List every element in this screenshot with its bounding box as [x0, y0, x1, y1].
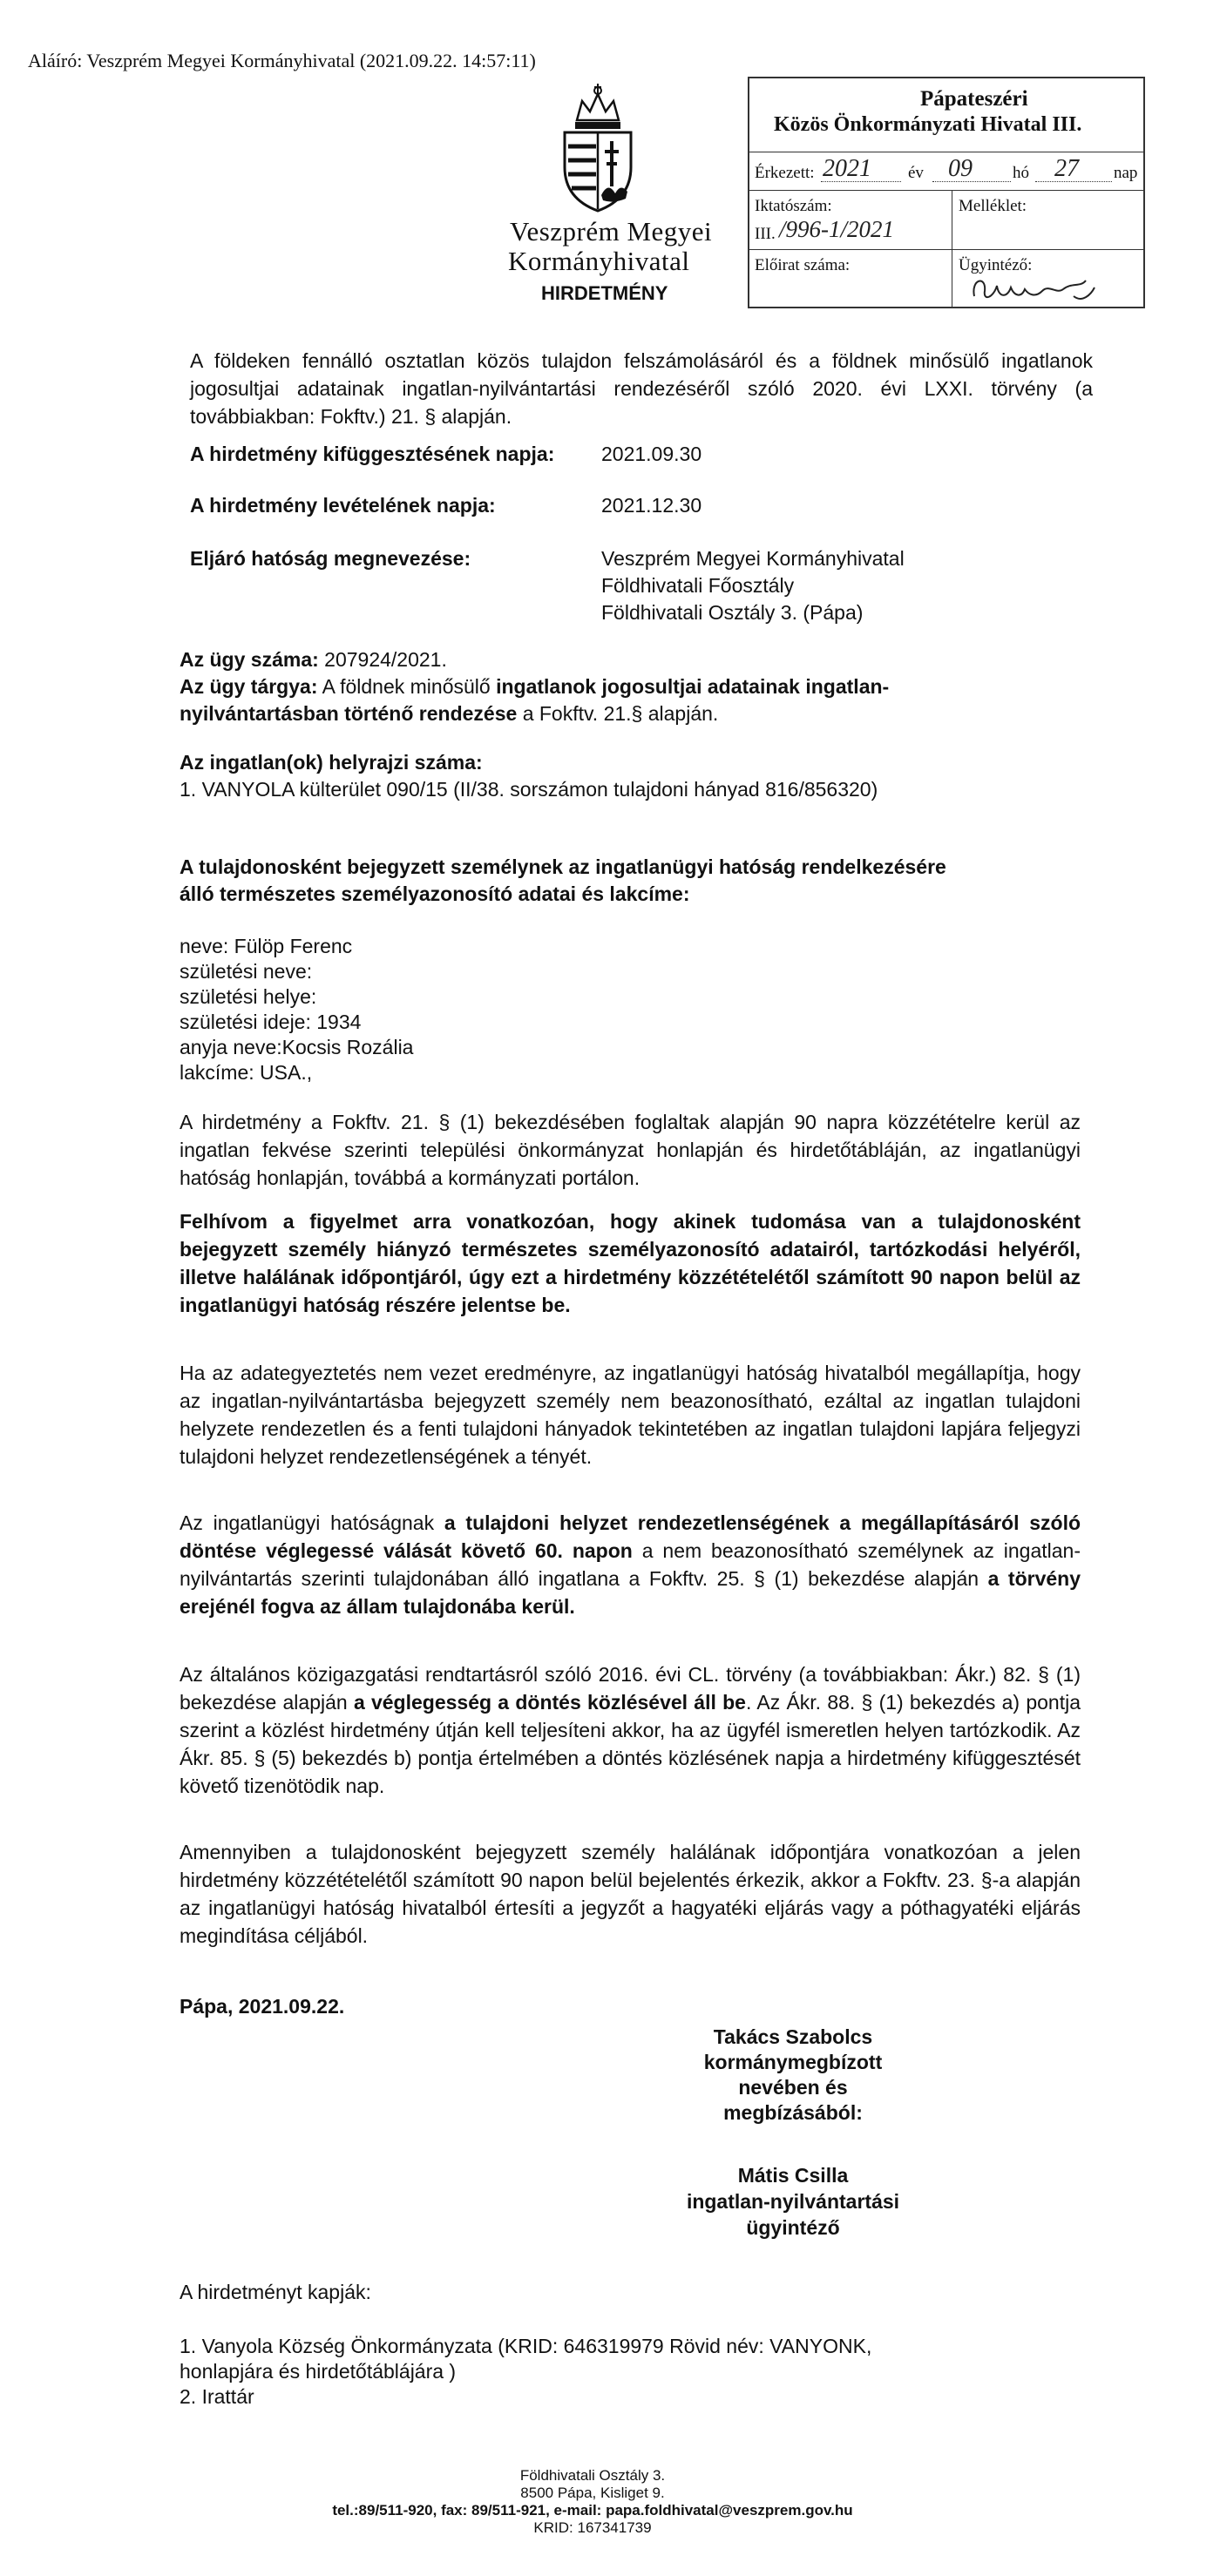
p4-part-c: a nem beazonosítható személynek az ingatlan- nyilvántartás szerinti tulajdonában álló ingatlana a Fokftv. 25. § (1) bekezdése alapján: [180, 1539, 1081, 1590]
signatory-title: kormánymegbízott: [703, 2051, 883, 2073]
stamp-clerk-label: Ügyintéző:: [959, 256, 1033, 274]
stamp-filing-prefix: III.: [755, 225, 776, 243]
footer-office: Földhivatali Osztály 3.: [519, 2467, 666, 2484]
person-mother-name: anyja neve:Kocsis Rozália: [180, 1036, 414, 1058]
p4-part-b: a tulajdoni helyzet rendezetlenségének a megállapításáról szóló döntése véglegessé válását követő 60. napon: [180, 1511, 1081, 1562]
parcel-item: 1. VANYOLA külterület 090/15 (II/38. sorszámon tulajdoni hányad 816/856320): [180, 778, 878, 801]
electronic-signature-header: Aláíró: Veszprém Megyei Kormányhivatal (2021.09.22. 14:57:11): [28, 50, 536, 71]
stamp-day-label: nap: [1114, 164, 1138, 182]
stamp-filing-number: /996-1/2021: [779, 216, 894, 242]
stamp-received-label: Érkezett:: [755, 164, 815, 182]
paragraph-state-ownership: [180, 1509, 1081, 1620]
footer: [261, 2467, 924, 2537]
p5-part-c: . Az Ákr. 88. § (1) bekezdés a) pontja szerint a közlést hirdetmény útján kell teljesíteni akkor, ha az ügyfél ismeretlen helyen tartózkodik. Az Ákr. 85. § (5) bekezdés b) pontja értelmében a döntés közlésének napja a hirdetmény kifüggesztését követő tizenötödik nap.: [180, 1691, 1081, 1797]
stamp-filing-label: Iktatószám:: [755, 197, 832, 215]
clerk-department: ingatlan-nyilvántartási: [686, 2190, 900, 2213]
office-name-line1: Veszprém Megyei: [510, 216, 713, 247]
clerk-block: [662, 2162, 924, 2241]
person-birth-name: születési neve:: [180, 960, 313, 983]
signatory-authorization: megbízásából:: [723, 2101, 863, 2124]
place-and-date: Pápa, 2021.09.22.: [180, 1995, 345, 2018]
case-number-label: Az ügy száma:: [180, 648, 319, 671]
footer-contact: tel.:89/511-920, fax: 89/511-921, e-mail: papa.foldhivatal@veszprem.gov.hu: [332, 2502, 853, 2519]
case-number-value: 207924/2021.: [324, 648, 447, 671]
paragraph-probate: Amennyiben a tulajdonosként bejegyzett személy halálának időpontjára vonatkozóan a jelen hirdetmény közzétételétől számított 90 napon belül bejelentés érkezik, akkor a Fokftv. 23. §-a alapján az ingatlanügyi hatóság hivatalból értesíti a jegyzőt a hagyatéki eljárás vagy a póthagyatéki eljárás megindítása céljából.: [180, 1841, 1081, 1947]
clerk-name: Mátis Csilla: [737, 2164, 849, 2187]
case-subject-text2: a Fokftv. 21.§ alapján.: [522, 702, 719, 725]
case-subject-text1: A földnek minősülő: [322, 675, 491, 698]
coat-of-arms-logo: [551, 84, 645, 214]
case-subject-line1: [180, 675, 889, 699]
recipient-item1-line1: 1. Vanyola Község Önkormányzata (KRID: 646319979 Rövid név: VANYONK,: [180, 2335, 872, 2357]
paragraph-finality: [180, 1660, 1081, 1800]
office-name-line2: Kormányhivatal: [508, 246, 690, 276]
removed-date-value: 2021.12.30: [601, 494, 702, 517]
clerk-signature-scribble: [969, 272, 1100, 305]
person-birth-place: születési helye:: [180, 985, 317, 1008]
clerk-title: ügyintéző: [746, 2216, 840, 2239]
parcel-label: Az ingatlan(ok) helyrajzi száma:: [180, 751, 483, 774]
person-birth-date: születési ideje: 1934: [180, 1011, 362, 1033]
stamp-month-label: hó: [1013, 164, 1029, 182]
stamp-received-day: 27: [1054, 155, 1079, 182]
person-name: neve: Fülöp Ferenc: [180, 935, 353, 957]
recipient-item1-line2: honlapjára és hirdetőtáblájára ): [180, 2360, 457, 2383]
signatory-name: Takács Szabolcs: [713, 2025, 873, 2048]
p5-part-b: a véglegesség a döntés közlésével áll be: [353, 1691, 746, 1714]
signatory-block: [662, 2025, 924, 2126]
case-number: [180, 648, 447, 672]
removed-date-label: A hirdetmény levételének napja:: [190, 494, 496, 517]
authority-line1: Veszprém Megyei Kormányhivatal: [601, 547, 905, 570]
recipients-label: A hirdetményt kapják:: [180, 2281, 371, 2303]
footer-krid: KRID: 167341739: [533, 2519, 652, 2536]
paragraph-reconciliation: Ha az adategyeztetés nem vezet eredményre, az ingatlanügyi hatóság hivatalból megállapítja, hogy az ingatlan-nyilvántartásba bejegyzett személy nem beazonosítható, ezáltal az ingatlan tulajdoni helyzete rendezetlen és a fenti tulajdoni hányadok tekintetében az ingatlan tulajdoni lapjára feljegyzi tulajdoni helyzet rendezetlenségének a tényét.: [180, 1362, 1081, 1468]
case-subject-bold2: nyilvántartásban történő rendezése: [180, 702, 518, 725]
stamp-prior-label: Előirat száma:: [755, 256, 851, 274]
stamp-attachment-label: Melléklet:: [959, 197, 1027, 215]
stamp-title2: Közös Önkormányzati Hivatal III.: [774, 113, 1082, 136]
registry-stamp: [748, 77, 1145, 308]
p4-part-d: a törvény erejénél fogva az állam tulajdonába kerül.: [180, 1567, 1081, 1618]
authority-label: Eljáró hatóság megnevezése:: [190, 547, 471, 570]
paragraph-notice-call: Felhívom a figyelmet arra vonatkozóan, hogy akinek tudomása van a tulajdonosként bejegyzett személy hiányzó természetes személyazonosító adatairól, tartózkodási helyéről, illetve halálának időpontjáról, úgy ezt a hirdetmény közzétételétől számított 90 napon belül az ingatlanügyi hatóság részére jelentse be.: [180, 1210, 1081, 1316]
authority-line3: Földhivatali Osztály 3. (Pápa): [601, 601, 864, 624]
p4-part-a: Az ingatlanügyi hatóságnak: [180, 1511, 435, 1534]
p5-part-a: Az általános közigazgatási rendtartásról szóló 2016. évi CL. törvény (a továbbiakban: Ákr.) 82. § (1) bekezdése alapján: [180, 1663, 1081, 1714]
case-subject-bold1: ingatlanok jogosultjai adatainak ingatlan-: [496, 675, 890, 698]
intro-paragraph: A földeken fennálló osztatlan közös tulajdon felszámolásáról és a földnek minősülő ingatlanok jogosultjai adatainak ingatlan-nyilvántartási rendezéséről szóló 2020. évi LXXI. törvény (a továbbiakban: Fokftv.) 21. § alapján.: [190, 349, 1093, 428]
stamp-received-year: 2021: [823, 155, 871, 182]
document-title: HIRDETMÉNY: [541, 282, 668, 304]
case-subject-line2: [180, 702, 718, 726]
posted-date-value: 2021.09.30: [601, 443, 702, 465]
paragraph-publication: A hirdetmény a Fokftv. 21. § (1) bekezdésében foglaltak alapján 90 napra közzétételre kerül az ingatlan fekvése szerinti települési önkormányzat honlapján és hirdetőtábláján, az ingatlanügyi hatóság honlapján, továbbá a kormányzati portálon.: [180, 1111, 1081, 1189]
authority-line2: Földhivatali Főosztály: [601, 574, 795, 597]
stamp-year-label: év: [908, 164, 924, 182]
signatory-on-behalf: nevében és: [738, 2076, 848, 2099]
person-heading: A tulajdonosként bejegyzett személynek az ingatlanügyi hatóság rendelkezésére álló természetes személyazonosító adatai és lakcíme:: [180, 855, 946, 905]
case-subject-label: Az ügy tárgya:: [180, 675, 318, 698]
recipient-item2: 2. Irattár: [180, 2385, 254, 2408]
stamp-received-month: 09: [948, 155, 973, 182]
posted-date-label: A hirdetmény kifüggesztésének napja:: [190, 443, 555, 465]
footer-address: 8500 Pápa, Kisliget 9.: [520, 2485, 665, 2501]
stamp-title1: Pápateszéri: [920, 87, 1028, 111]
person-address: lakcíme: USA.,: [180, 1061, 313, 1084]
